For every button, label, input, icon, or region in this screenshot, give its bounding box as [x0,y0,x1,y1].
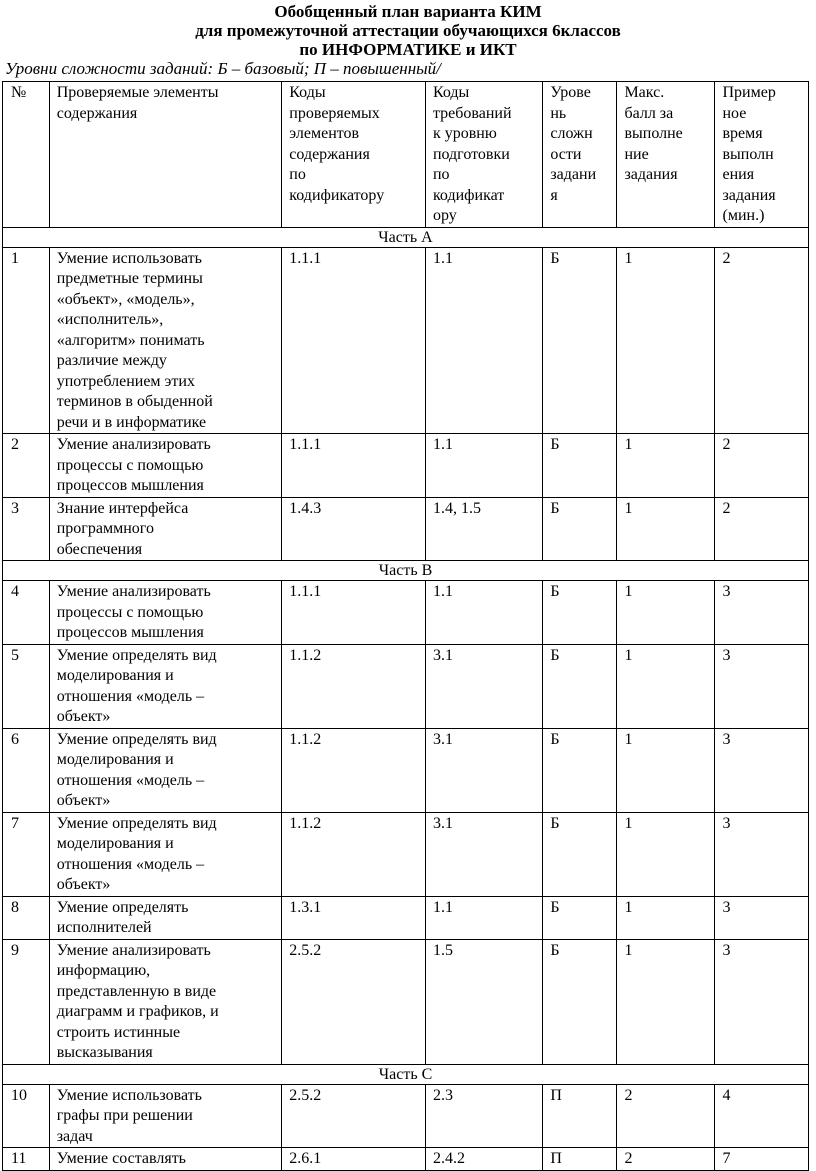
content-code: 1.3.1 [282,896,426,939]
content-code: 2.5.2 [282,1084,426,1148]
section-label: Часть В [3,561,809,581]
difficulty-level: П [543,1148,617,1171]
content-element: Умение анализировать процессы с помощью процессов мышления [49,581,282,645]
requirement-code: 1.1 [425,434,542,498]
content-element: Умение определять исполнителей [49,896,282,939]
document-title [0,0,816,59]
task-number: 7 [3,812,50,896]
content-code: 1.1.1 [282,434,426,498]
task-number: 9 [3,939,50,1064]
requirement-code: 3.1 [425,644,542,728]
content-code: 2.5.2 [282,939,426,1064]
content-element: Умение использовать предметные термины «объект», «модель», «исполнитель», «алгоритм» понимать различие между употреблением этих терминов в обыденной речи и в информатике [49,247,282,434]
table-row [3,728,809,812]
content-element: Умение составлять [49,1148,282,1171]
difficulty-level: Б [543,812,617,896]
table-row [3,1148,809,1171]
requirement-code: 3.1 [425,728,542,812]
difficulty-level: Б [543,644,617,728]
estimated-time: 2 [715,497,809,561]
content-code: 1.1.2 [282,644,426,728]
difficulty-level: Б [543,247,617,434]
content-element: Умение анализировать процессы с помощью процессов мышления [49,434,282,498]
content-element: Умение использовать графы при решении задач [49,1084,282,1148]
task-number: 4 [3,581,50,645]
content-code: 1.1.2 [282,812,426,896]
estimated-time: 2 [715,247,809,434]
task-number: 11 [3,1148,50,1171]
content-code: 2.6.1 [282,1148,426,1171]
content-code: 1.1.2 [282,728,426,812]
table-row [3,1084,809,1148]
estimated-time: 4 [715,1084,809,1148]
max-score: 1 [617,581,715,645]
max-score: 1 [617,644,715,728]
requirement-code: 2.4.2 [425,1148,542,1171]
estimated-time: 3 [715,812,809,896]
task-number: 10 [3,1084,50,1148]
section-label: Часть А [3,227,809,247]
title-line-2: для промежуточной аттестации обучающихся 6классов [195,21,621,40]
task-number: 6 [3,728,50,812]
estimated-time: 3 [715,644,809,728]
content-code: 1.1.1 [282,581,426,645]
difficulty-level: Б [543,434,617,498]
header-requirement-codes: Коды требований к уровню подготовки по кодификат ору [425,82,542,228]
difficulty-level: Б [543,497,617,561]
table-row [3,644,809,728]
table-row [3,939,809,1064]
difficulty-level: Б [543,581,617,645]
difficulty-level: Б [543,939,617,1064]
estimated-time: 3 [715,939,809,1064]
task-number: 2 [3,434,50,498]
max-score: 1 [617,497,715,561]
max-score: 1 [617,247,715,434]
estimated-time: 3 [715,581,809,645]
requirement-code: 1.4, 1.5 [425,497,542,561]
content-code: 1.4.3 [282,497,426,561]
requirement-code: 2.3 [425,1084,542,1148]
table-header-row [3,82,809,228]
estimated-time: 3 [715,728,809,812]
content-element: Умение определять вид моделирования и отношения «модель – объект» [49,812,282,896]
max-score: 1 [617,896,715,939]
header-max-score: Макс. балл за выполне ние задания [617,82,715,228]
table-row [3,896,809,939]
max-score: 1 [617,812,715,896]
table-row [3,497,809,561]
content-element: Умение определять вид моделирования и отношения «модель – объект» [49,644,282,728]
content-element: Умение анализировать информацию, представленную в виде диаграмм и графиков, и строить истинные высказывания [49,939,282,1064]
section-row [3,1064,809,1084]
task-number: 1 [3,247,50,434]
table-row [3,434,809,498]
requirement-code: 1.5 [425,939,542,1064]
table-row [3,812,809,896]
kim-plan-table [2,81,809,1171]
section-row [3,227,809,247]
title-line-1: Обобщенный план варианта КИМ [274,2,542,21]
estimated-time: 7 [715,1148,809,1171]
requirement-code: 1.1 [425,247,542,434]
requirement-code: 1.1 [425,896,542,939]
difficulty-level: Б [543,728,617,812]
title-line-3: по ИНФОРМАТИКЕ и ИКТ [299,40,517,59]
content-element: Знание интерфейса программного обеспечения [49,497,282,561]
table-row [3,581,809,645]
requirement-code: 3.1 [425,812,542,896]
section-row [3,561,809,581]
max-score: 2 [617,1148,715,1171]
task-number: 8 [3,896,50,939]
task-number: 3 [3,497,50,561]
header-content-elements: Проверяемые элементы содержания [49,82,282,228]
difficulty-level: П [543,1084,617,1148]
max-score: 1 [617,434,715,498]
max-score: 1 [617,728,715,812]
section-label: Часть С [3,1064,809,1084]
difficulty-legend: Уровни сложности заданий: Б – базовый; П – повышенный/ [5,59,441,78]
content-element: Умение определять вид моделирования и отношения «модель – объект» [49,728,282,812]
task-number: 5 [3,644,50,728]
header-content-codes: Коды проверяемых элементов содержания по кодификатору [282,82,426,228]
estimated-time: 3 [715,896,809,939]
requirement-code: 1.1 [425,581,542,645]
table-row [3,247,809,434]
difficulty-level: Б [543,896,617,939]
max-score: 1 [617,939,715,1064]
content-code: 1.1.1 [282,247,426,434]
max-score: 2 [617,1084,715,1148]
header-estimated-time: Пример ное время выполн ения задания (мин.) [715,82,809,228]
header-difficulty-level: Урове нь сложн ости задани я [543,82,617,228]
header-number: № [3,82,50,228]
estimated-time: 2 [715,434,809,498]
